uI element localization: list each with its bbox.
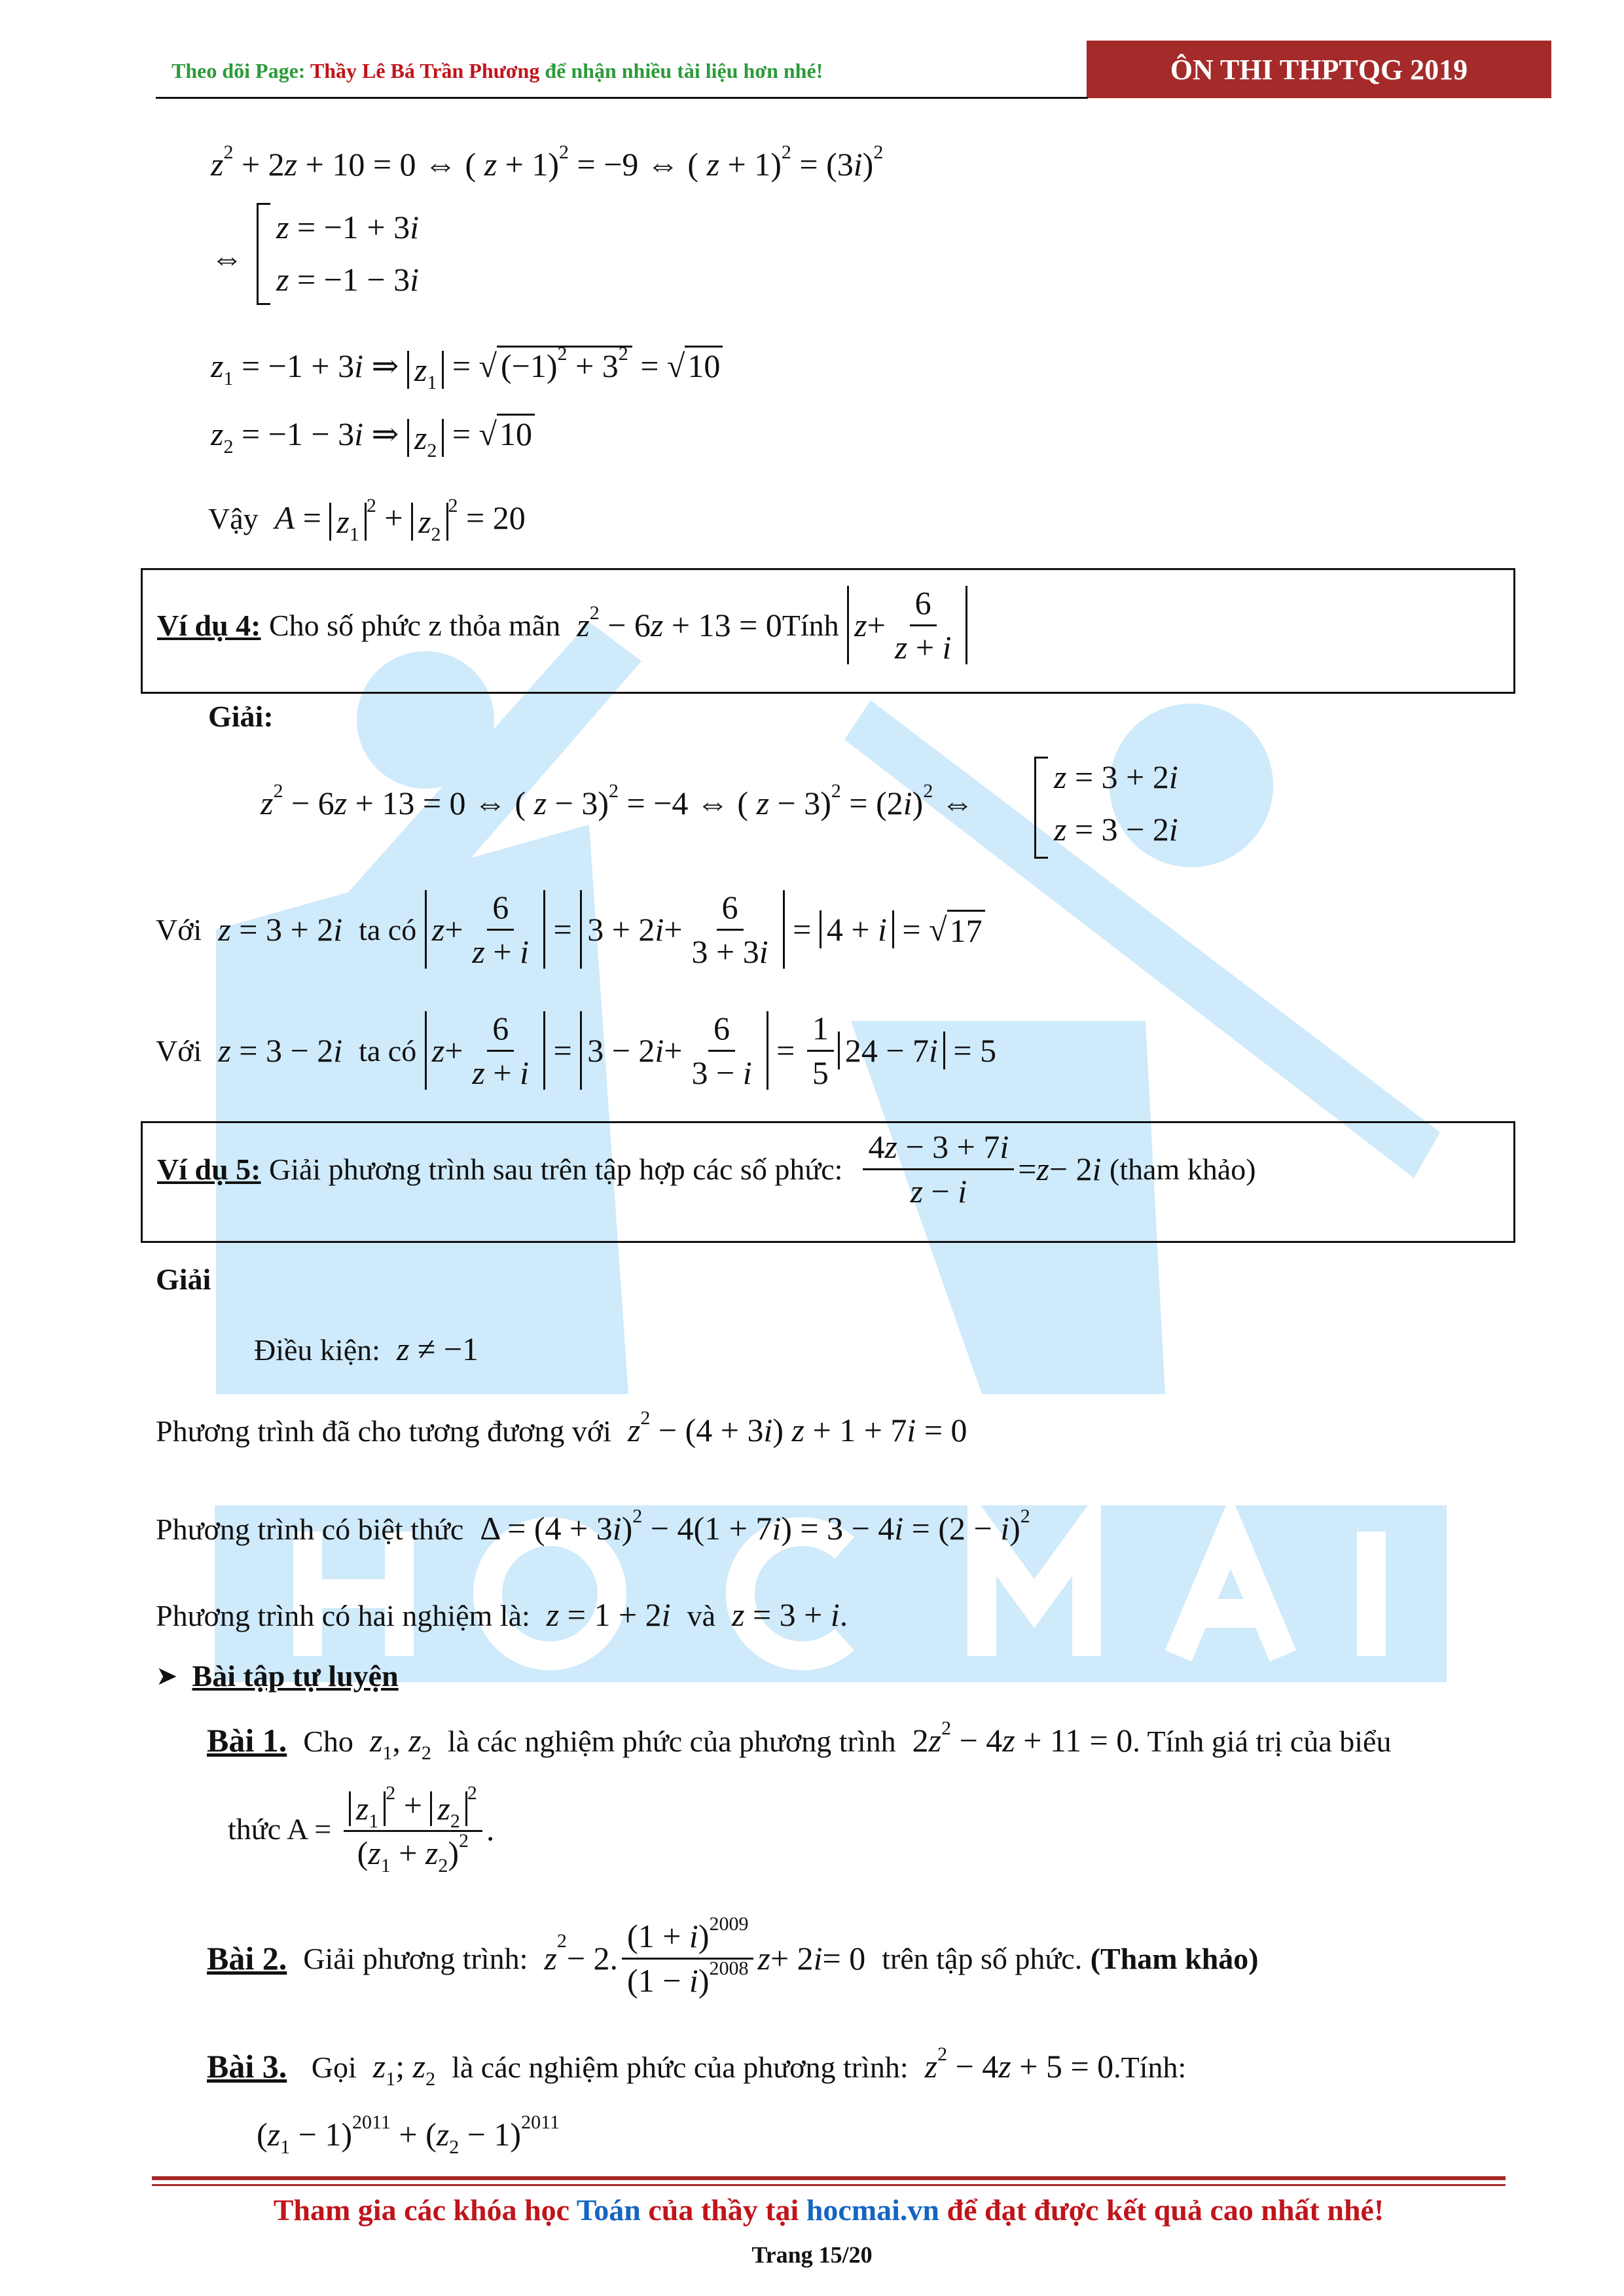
eq-quadratic-1: $z^2 + 2z + 10 = 0$ ⇔ ( z + 1)$^2$ = −9 ⇔ ( $z + 1)^2 = (3i)^2$ (211, 141, 884, 183)
footer-cta-a: Tham gia các khóa học (273, 2193, 570, 2227)
example-4-tinh: Tính (782, 608, 839, 642)
exercise-3-text-a: Gọi (311, 2051, 357, 2084)
exercise-2-ref: (Tham khảo) (1090, 1941, 1259, 1975)
solution-label-4: Giải: (208, 700, 274, 733)
footer-rule-thin (152, 2184, 1506, 2186)
header-teacher-link[interactable]: Thầy Lê Bá Trần Phương (310, 59, 540, 82)
pt-hainghiem-label: Phương trình có hai nghiệm là: (156, 1599, 530, 1632)
exam-badge-label: ÔN THI THPTQG 2019 (1170, 53, 1468, 86)
example-5-statement: Ví dụ 5: Giải phương trình sau trên tập hợp các số phức: $\frac{4z - 3 + 7i}{z - i}$ = z − 2 i (tham khảo) (157, 1128, 1256, 1210)
two-roots-line: Phương trình có hai nghiệm là: z = 1 + 2i và z = 3 + i. (156, 1596, 848, 1633)
exercise-1-text-a: Cho (303, 1725, 353, 1758)
va-label: và (687, 1599, 715, 1632)
exam-badge (1087, 41, 1551, 98)
eq-case-2: Với z = 3 − 2i ta có z + $\frac{6}{z + i}$ = 3 − 2 i + $\frac{6}{3 - i}$ = $\frac{1}{5}$ 24 − 7i = 5 (156, 1010, 997, 1091)
taco-label-2: ta có (359, 1033, 417, 1067)
example-5-ref: (tham khảo) (1110, 1152, 1256, 1186)
header-follow-suffix: để nhận nhiều tài liệu hơn nhé! (545, 59, 823, 82)
example-4-label: Ví dụ 4: (157, 608, 261, 642)
exercise-1-label: Bài 1. (207, 1722, 287, 1759)
example-5-label: Ví dụ 5: (157, 1152, 261, 1186)
footer-cta-c: để đạt được kết quả cao nhất nhé! (947, 2193, 1384, 2227)
voi-label-2: Với (156, 1033, 202, 1067)
exercise-3-expression: $(z_1 - 1)^{2011} + (z_2 - 1)^{2011}$ (257, 2111, 560, 2158)
pt-tuongduong-label: Phương trình đã cho tương đương với (156, 1414, 611, 1448)
taco-label-1: ta có (359, 912, 417, 946)
header-rule (156, 97, 1088, 99)
practice-section-header (156, 1659, 399, 1693)
exercise-3-line: Bài 3. Gọi $z_1$; $z_2$ là các nghiệm phức của phương trình: $z^2 - 4z + 5$ = 0.Tính: (207, 2043, 1187, 2090)
page-header (171, 59, 1088, 83)
exercise-1-text-d: thức A = (228, 1812, 332, 1846)
eq-conclusion-A: Vậy $A = z_1^2 + z_2^2 = 20$ (208, 495, 526, 545)
exercise-1-text-b: là các nghiệm phức của phương trình (447, 1725, 896, 1758)
equivalent-equation-line: Phương trình đã cho tương đương với $z^2 - (4 + 3i) z + 1 + 7i = 0$ (156, 1407, 967, 1448)
exercise-2-text-b: trên tập số phức. (882, 1941, 1083, 1975)
footer-site-link[interactable]: hocmai.vn (806, 2193, 939, 2227)
eq-quadratic-2: $z^2 - 6z + 13 = 0$ ⇔ ( z − 3)$^2$ = −4 ⇔ ( $z - 3)^2 = (2i)^2$ ⇔ (261, 780, 974, 821)
exercise-3-text-c: .Tính: (1113, 2051, 1187, 2084)
exercise-1-line-1: Bài 1. Cho $z_1$, $z_2$ là các nghiệm phức của phương trình $2z^2 - 4z + 11 = 0$. Tính giá trị của biểu (207, 1717, 1392, 1764)
solution-label-5: Giải (156, 1263, 211, 1296)
exercise-2-line: Bài 2. Giải phương trình: z 2 − 2. $\frac{(1 + i)^{2009}}{(1 - i)^{2008}}$ z + 2 i = 0 trên tập số phức. (Tham khảo) (207, 1913, 1259, 1999)
exercise-3-text-b: là các nghiệm phức của phương trình: (452, 2051, 909, 2084)
footer-cta (152, 2193, 1506, 2227)
exercise-1-line-2: thức A = $\frac{z_1^2 + z_2^2}{(z_1 + z_2)^2}$ . (228, 1782, 495, 1876)
footer-cta-subject: Toán (576, 2193, 641, 2227)
discriminant-line: Phương trình có biệt thức $\Delta = (4 + 3i)^2 - 4(1 + 7i) = 3 - 4i = (2 - i)^2$ (156, 1505, 1030, 1547)
vay-label: Vậy (208, 502, 259, 535)
exercise-2-text-a: Giải phương trình: (303, 1941, 528, 1975)
practice-section-title: Bài tập tự luyện (192, 1659, 399, 1693)
exercise-1-text-c: . Tính giá trị của biểu (1132, 1725, 1392, 1758)
example-4-text: Cho số phức z thỏa mãn (268, 608, 561, 642)
condition-line: Điều kiện: z ≠ −1 (254, 1331, 479, 1367)
header-follow-prefix: Theo dõi Page: (171, 59, 306, 82)
eq-modulus-z2: $z_2 = -1 - 3i$ ⇒ $z_2 = √10$ (211, 415, 535, 457)
example-5-text: Giải phương trình sau trên tập hợp các số phức: (268, 1152, 843, 1186)
dieukien-label: Điều kiện: (254, 1333, 380, 1367)
footer-cta-b: của thầy tại (648, 2193, 799, 2227)
example-4-statement: Ví dụ 4: Cho số phức z thỏa mãn $z^2 - 6z + 13 = 0$ Tính z + $\frac{6}{z + i}$ (157, 586, 967, 664)
exercise-2-label: Bài 2. (207, 1940, 287, 1977)
pt-bietthuc-label: Phương trình có biệt thức (156, 1513, 464, 1546)
exercise-3-label: Bài 3. (207, 2048, 287, 2085)
footer-rule-thick (152, 2176, 1506, 2180)
arrow-bullet-icon: ➤ (156, 1661, 178, 1691)
page-number: Trang 15/20 (751, 2242, 873, 2268)
eq-modulus-z1: $z_1 = -1 + 3i$ ⇒ $z_1$ = √ $(-1)^2 + 3^2 = √10$ (211, 347, 723, 389)
eq-case-1: Với z = 3 + 2i ta có z + $\frac{6}{z + i}$ = 3 + 2 i + $\frac{6}{3 + 3i}$ = 4 + i = √ 17 (156, 890, 985, 969)
voi-label-1: Với (156, 912, 202, 946)
